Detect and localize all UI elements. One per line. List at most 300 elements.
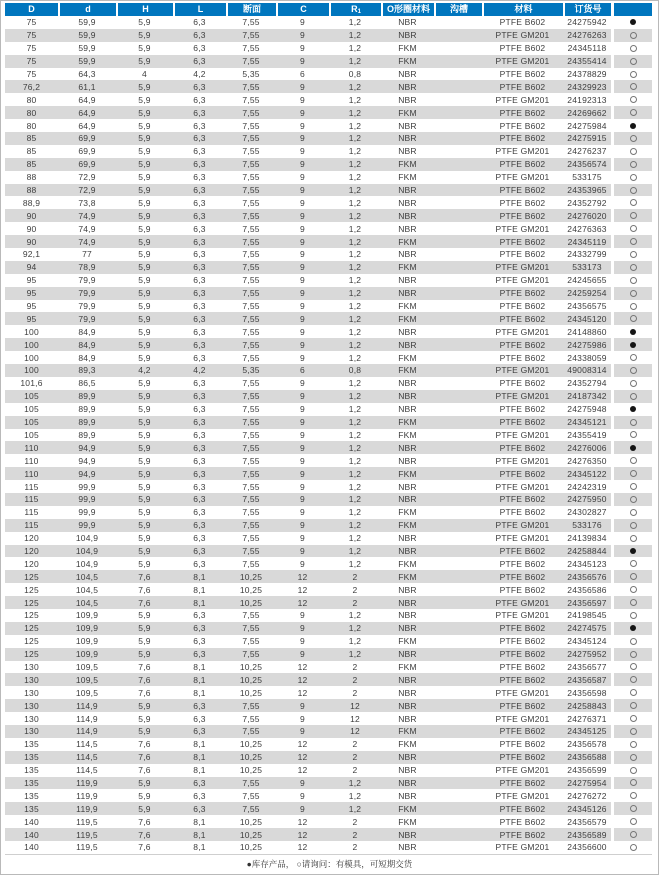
cell-C: 9	[300, 56, 305, 67]
cell-material: PTFE GM201	[495, 597, 550, 608]
table-row	[5, 106, 652, 119]
cell-R1: 1,2	[348, 455, 362, 466]
stock-dot-filled-icon	[630, 625, 636, 631]
cell-stock	[611, 648, 652, 661]
cell-material: PTFE B602	[499, 507, 546, 518]
cell-duanmian: 7,55	[242, 429, 260, 440]
cell-oring-material: NBR	[398, 391, 417, 402]
cell-duanmian: 7,55	[242, 790, 260, 801]
cell-d: 104,5	[75, 597, 99, 608]
cell-H: 5,9	[138, 301, 151, 312]
table-row	[5, 29, 652, 42]
cell-order-no: 24356597	[567, 597, 607, 608]
cell-stock	[611, 441, 652, 454]
cell-L: 4,2	[193, 69, 206, 79]
cell-d: 109,5	[75, 661, 99, 672]
cell-C: 12	[297, 584, 308, 595]
cell-D: 135	[24, 803, 39, 814]
cell-material: PTFE B602	[499, 649, 546, 660]
cell-R1: 1,2	[348, 352, 362, 363]
cell-duanmian: 7,55	[242, 30, 260, 41]
cell-d: 64,3	[78, 69, 96, 79]
cell-groove	[434, 802, 482, 815]
cell-R1: 2	[352, 687, 358, 698]
cell-oring-material: NBR	[398, 442, 417, 453]
cell-order-no: 24345119	[567, 236, 607, 247]
cell-L: 6,3	[193, 558, 206, 569]
cell-H: 5,9	[138, 790, 151, 801]
cell-d: 114,9	[76, 726, 98, 737]
cell-H: 5,9	[138, 803, 151, 814]
cell-C: 9	[300, 468, 305, 479]
table-row	[5, 725, 652, 738]
column-header-label: 断面	[242, 4, 261, 14]
cell-groove	[434, 815, 482, 828]
parts-table	[5, 3, 652, 855]
cell-L: 6,3	[193, 301, 206, 312]
cell-duanmian: 7,55	[242, 197, 260, 208]
cell-groove	[434, 480, 482, 493]
cell-H: 7,6	[138, 829, 151, 840]
cell-L: 6,3	[193, 236, 206, 247]
cell-C: 9	[300, 107, 305, 118]
cell-H: 5,9	[138, 275, 151, 286]
cell-duanmian: 10,25	[239, 661, 263, 672]
cell-D: 80	[26, 120, 37, 131]
stock-dot-open-icon	[630, 431, 637, 438]
column-header-label: H	[142, 4, 149, 14]
cell-L: 8,1	[193, 571, 206, 582]
cell-L: 6,3	[193, 520, 206, 531]
cell-material: PTFE B602	[499, 829, 546, 840]
cell-C: 9	[300, 790, 305, 801]
stock-dot-open-icon	[630, 509, 637, 516]
cell-D: 115	[24, 520, 39, 531]
cell-D: 100	[24, 365, 39, 376]
cell-D: 90	[26, 236, 37, 247]
cell-H: 7,6	[138, 816, 151, 827]
legend-text: ●库存产品， ○请询问：有模具，可短期交货	[246, 859, 413, 869]
cell-L: 8,1	[193, 765, 206, 776]
cell-material: PTFE B602	[499, 777, 546, 788]
cell-groove	[434, 261, 482, 274]
cell-groove	[434, 635, 482, 648]
cell-material: PTFE B602	[499, 210, 546, 221]
cell-oring-material: NBR	[398, 765, 417, 776]
cell-oring-material: FKM	[398, 636, 417, 647]
cell-stock	[611, 725, 652, 738]
stock-dot-open-icon	[630, 754, 637, 761]
stock-dot-open-icon	[630, 277, 637, 284]
cell-oring-material: NBR	[398, 288, 417, 299]
cell-C: 9	[300, 159, 305, 170]
cell-material: PTFE B602	[499, 494, 546, 505]
table-row	[5, 738, 652, 751]
cell-C: 9	[300, 185, 305, 196]
cell-H: 5,9	[138, 700, 151, 711]
cell-L: 6,3	[193, 545, 206, 556]
cell-d: 72,9	[78, 172, 96, 183]
cell-groove	[434, 312, 482, 325]
cell-duanmian: 7,55	[242, 558, 260, 569]
cell-d: 114,5	[76, 752, 98, 763]
cell-D: 135	[24, 777, 39, 788]
table-row	[5, 699, 652, 712]
cell-D: 105	[24, 429, 39, 440]
cell-R1: 1,2	[348, 223, 362, 234]
cell-C: 9	[300, 120, 305, 131]
cell-stock	[611, 583, 652, 596]
cell-R1: 1,2	[348, 326, 362, 337]
cell-C: 12	[297, 816, 308, 827]
cell-L: 6,3	[193, 455, 206, 466]
cell-oring-material: NBR	[398, 713, 417, 724]
stock-dot-open-icon	[630, 844, 637, 851]
cell-oring-material: NBR	[398, 533, 417, 544]
cell-C: 9	[300, 313, 305, 324]
stock-dot-open-icon	[630, 251, 637, 258]
cell-R1: 1,2	[348, 107, 362, 118]
cell-groove	[434, 235, 482, 248]
cell-L: 6,3	[193, 352, 206, 363]
cell-d: 89,9	[78, 391, 96, 402]
column-header-label: D	[28, 4, 35, 14]
cell-d: 119,9	[76, 803, 98, 814]
cell-d: 79,9	[78, 275, 96, 286]
cell-duanmian: 7,55	[242, 326, 260, 337]
cell-order-no: 24356599	[567, 765, 607, 776]
cell-oring-material: NBR	[398, 623, 417, 634]
cell-H: 5,9	[138, 262, 151, 273]
cell-duanmian: 10,25	[239, 571, 263, 582]
cell-oring-material: FKM	[398, 159, 417, 170]
cell-material: PTFE B602	[499, 159, 546, 170]
cell-d: 89,9	[78, 417, 96, 428]
stock-dot-open-icon	[630, 32, 637, 39]
cell-duanmian: 7,55	[242, 481, 260, 492]
cell-groove	[434, 80, 482, 93]
cell-d: 109,5	[75, 674, 99, 685]
cell-oring-material: FKM	[398, 571, 417, 582]
cell-stock	[611, 454, 652, 467]
cell-H: 5,9	[138, 442, 151, 453]
cell-material: PTFE B602	[499, 674, 546, 685]
cell-stock	[611, 815, 652, 828]
cell-stock	[611, 351, 652, 364]
cell-material: PTFE GM201	[495, 687, 550, 698]
cell-d: 99,9	[78, 481, 96, 492]
stock-dot-filled-icon	[630, 19, 636, 25]
cell-D: 94	[26, 262, 37, 273]
cell-D: 95	[26, 301, 37, 312]
cell-duanmian: 7,55	[242, 275, 260, 286]
stock-dot-open-icon	[630, 212, 637, 219]
cell-L: 6,3	[193, 417, 206, 428]
cell-oring-material: FKM	[398, 726, 417, 737]
cell-groove	[434, 557, 482, 570]
cell-groove	[434, 377, 482, 390]
cell-D: 88,9	[22, 197, 41, 208]
cell-C: 12	[297, 765, 308, 776]
table-row	[5, 454, 652, 467]
table-row	[5, 429, 652, 442]
cell-order-no: 24345121	[567, 417, 607, 428]
cell-H: 4	[142, 69, 147, 79]
cell-stock	[611, 545, 652, 558]
cell-R1: 1,2	[348, 120, 362, 131]
cell-groove	[434, 287, 482, 300]
cell-material: PTFE B602	[499, 636, 546, 647]
cell-D: 120	[24, 545, 39, 556]
cell-duanmian: 7,55	[242, 120, 260, 131]
cell-duanmian: 7,55	[242, 56, 260, 67]
cell-R1: 1,2	[348, 262, 362, 273]
cell-stock	[611, 171, 652, 184]
cell-material: PTFE B602	[499, 236, 546, 247]
cell-duanmian: 7,55	[242, 249, 260, 260]
cell-D: 140	[24, 829, 39, 840]
cell-H: 5,9	[138, 288, 151, 299]
cell-d: 69,9	[78, 146, 96, 157]
cell-L: 6,3	[193, 81, 206, 92]
stock-dot-open-icon	[630, 187, 637, 194]
cell-D: 125	[24, 584, 39, 595]
cell-D: 115	[24, 494, 39, 505]
cell-duanmian: 7,55	[242, 262, 260, 273]
stock-dot-open-icon	[630, 367, 637, 374]
cell-order-no: 24274575	[567, 623, 607, 634]
cell-duanmian: 7,55	[242, 210, 260, 221]
cell-oring-material: NBR	[398, 17, 417, 28]
cell-D: 75	[26, 69, 37, 79]
table-row	[5, 609, 652, 622]
cell-H: 5,9	[138, 481, 151, 492]
cell-order-no: 24356588	[567, 752, 607, 763]
cell-groove	[434, 29, 482, 42]
cell-R1: 1,2	[348, 185, 362, 196]
cell-D: 76,2	[22, 81, 41, 92]
cell-D: 140	[24, 842, 39, 853]
cell-oring-material: FKM	[398, 417, 417, 428]
cell-C: 9	[300, 649, 305, 660]
cell-C: 9	[300, 713, 305, 724]
cell-duanmian: 7,55	[242, 81, 260, 92]
cell-H: 5,9	[138, 726, 151, 737]
cell-stock	[611, 712, 652, 725]
cell-L: 6,3	[193, 249, 206, 260]
cell-C: 9	[300, 326, 305, 337]
cell-duanmian: 7,55	[242, 545, 260, 556]
cell-order-no: 24356600	[567, 842, 607, 853]
cell-L: 6,3	[193, 700, 206, 711]
cell-L: 8,1	[193, 842, 206, 853]
stock-dot-open-icon	[630, 767, 637, 774]
cell-R1: 1,2	[348, 378, 362, 389]
cell-R1: 2	[352, 674, 358, 685]
table-row	[5, 274, 652, 287]
table-row	[5, 171, 652, 184]
cell-L: 8,1	[193, 739, 206, 750]
cell-groove	[434, 622, 482, 635]
cell-D: 125	[24, 597, 39, 608]
cell-material: PTFE GM201	[495, 455, 550, 466]
cell-d: 94,9	[78, 442, 96, 453]
cell-order-no: 24275986	[567, 339, 607, 350]
table-row	[5, 16, 652, 29]
cell-L: 6,3	[193, 610, 206, 621]
column-header-order-no	[563, 3, 611, 16]
cell-C: 9	[300, 494, 305, 505]
table-row	[5, 596, 652, 609]
cell-d: 84,9	[78, 326, 96, 337]
cell-groove	[434, 93, 482, 106]
cell-duanmian: 7,55	[242, 610, 260, 621]
stock-dot-open-icon	[630, 161, 637, 168]
column-header-oring-material	[381, 3, 434, 16]
cell-stock	[611, 261, 652, 274]
cell-order-no: 24192313	[567, 94, 607, 105]
stock-dot-open-icon	[630, 741, 637, 748]
cell-C: 9	[300, 520, 305, 531]
cell-order-no: 24356577	[567, 661, 607, 672]
cell-stock	[611, 686, 652, 699]
cell-C: 9	[300, 545, 305, 556]
cell-d: 89,9	[78, 429, 96, 440]
cell-L: 6,3	[193, 185, 206, 196]
cell-D: 85	[26, 146, 37, 157]
cell-material: PTFE GM201	[495, 610, 550, 621]
cell-C: 9	[300, 94, 305, 105]
table-row	[5, 377, 652, 390]
cell-L: 6,3	[193, 507, 206, 518]
cell-d: 119,5	[76, 816, 98, 827]
cell-d: 59,9	[78, 30, 96, 41]
cell-order-no: 533173	[572, 262, 602, 273]
table-row	[5, 68, 652, 81]
cell-H: 7,6	[138, 571, 151, 582]
cell-stock	[611, 557, 652, 570]
cell-material: PTFE B602	[499, 120, 546, 131]
cell-D: 110	[24, 468, 39, 479]
cell-d: 119,9	[76, 777, 98, 788]
cell-H: 5,9	[138, 558, 151, 569]
cell-C: 9	[300, 803, 305, 814]
cell-stock	[611, 274, 652, 287]
cell-duanmian: 5,35	[242, 69, 260, 79]
cell-order-no: 24276363	[567, 223, 607, 234]
cell-material: PTFE B602	[499, 739, 546, 750]
cell-groove	[434, 416, 482, 429]
cell-d: 78,9	[78, 262, 96, 273]
stock-dot-open-icon	[630, 676, 637, 683]
cell-duanmian: 7,55	[242, 391, 260, 402]
cell-d: 59,9	[78, 43, 96, 54]
cell-L: 6,3	[193, 107, 206, 118]
cell-oring-material: FKM	[398, 107, 417, 118]
cell-d: 73,8	[78, 197, 96, 208]
cell-H: 5,9	[138, 494, 151, 505]
table-row	[5, 132, 652, 145]
stock-dot-filled-icon	[630, 406, 636, 412]
cell-groove	[434, 545, 482, 558]
cell-C: 9	[300, 236, 305, 247]
cell-D: 125	[24, 636, 39, 647]
cell-d: 84,9	[78, 339, 96, 350]
cell-stock	[611, 506, 652, 519]
cell-stock	[611, 673, 652, 686]
cell-d: 64,9	[78, 107, 96, 118]
cell-oring-material: FKM	[398, 507, 417, 518]
cell-D: 135	[24, 752, 39, 763]
cell-C: 9	[300, 146, 305, 157]
cell-R1: 1,2	[348, 94, 362, 105]
cell-oring-material: NBR	[398, 223, 417, 234]
stock-dot-filled-icon	[630, 445, 636, 451]
table-row	[5, 751, 652, 764]
cell-material: PTFE B602	[499, 197, 546, 208]
cell-stock	[611, 789, 652, 802]
cell-oring-material: NBR	[398, 649, 417, 660]
cell-order-no: 24329923	[567, 81, 607, 92]
cell-R1: 1,2	[348, 417, 362, 428]
cell-material: PTFE B602	[499, 442, 546, 453]
cell-groove	[434, 196, 482, 209]
cell-stock	[611, 338, 652, 351]
column-header-duanmian	[226, 3, 276, 16]
cell-groove	[434, 338, 482, 351]
cell-d: 77	[82, 249, 92, 260]
stock-dot-open-icon	[630, 483, 637, 490]
cell-order-no: 24356579	[567, 816, 607, 827]
cell-order-no: 24332799	[567, 249, 607, 260]
cell-D: 88	[26, 172, 37, 183]
table-row	[5, 403, 652, 416]
cell-groove	[434, 596, 482, 609]
cell-d: 72,9	[78, 185, 96, 196]
cell-H: 4,2	[138, 365, 151, 376]
cell-order-no: 24258844	[567, 545, 607, 556]
table-row	[5, 506, 652, 519]
cell-C: 9	[300, 404, 305, 415]
stock-dot-open-icon	[630, 45, 637, 52]
stock-dot-open-icon	[630, 573, 637, 580]
cell-d: 109,9	[75, 636, 99, 647]
cell-oring-material: FKM	[398, 468, 417, 479]
cell-material: PTFE GM201	[495, 94, 550, 105]
cell-stock	[611, 570, 652, 583]
stock-dot-filled-icon	[630, 548, 636, 554]
cell-R1: 2	[352, 765, 358, 776]
cell-L: 6,3	[193, 120, 206, 131]
cell-D: 135	[24, 790, 39, 801]
cell-H: 5,9	[138, 236, 151, 247]
cell-duanmian: 7,55	[242, 301, 260, 312]
cell-C: 12	[297, 752, 308, 763]
cell-C: 12	[297, 597, 308, 608]
cell-material: PTFE B602	[499, 468, 546, 479]
cell-duanmian: 7,55	[242, 468, 260, 479]
cell-L: 6,3	[193, 636, 206, 647]
cell-R1: 0,8	[348, 365, 362, 376]
cell-duanmian: 7,55	[242, 352, 260, 363]
cell-oring-material: NBR	[398, 597, 417, 608]
table-row	[5, 789, 652, 802]
cell-stock	[611, 248, 652, 261]
cell-duanmian: 7,55	[242, 726, 260, 737]
cell-L: 6,3	[193, 146, 206, 157]
cell-H: 5,9	[138, 520, 151, 531]
cell-groove	[434, 725, 482, 738]
